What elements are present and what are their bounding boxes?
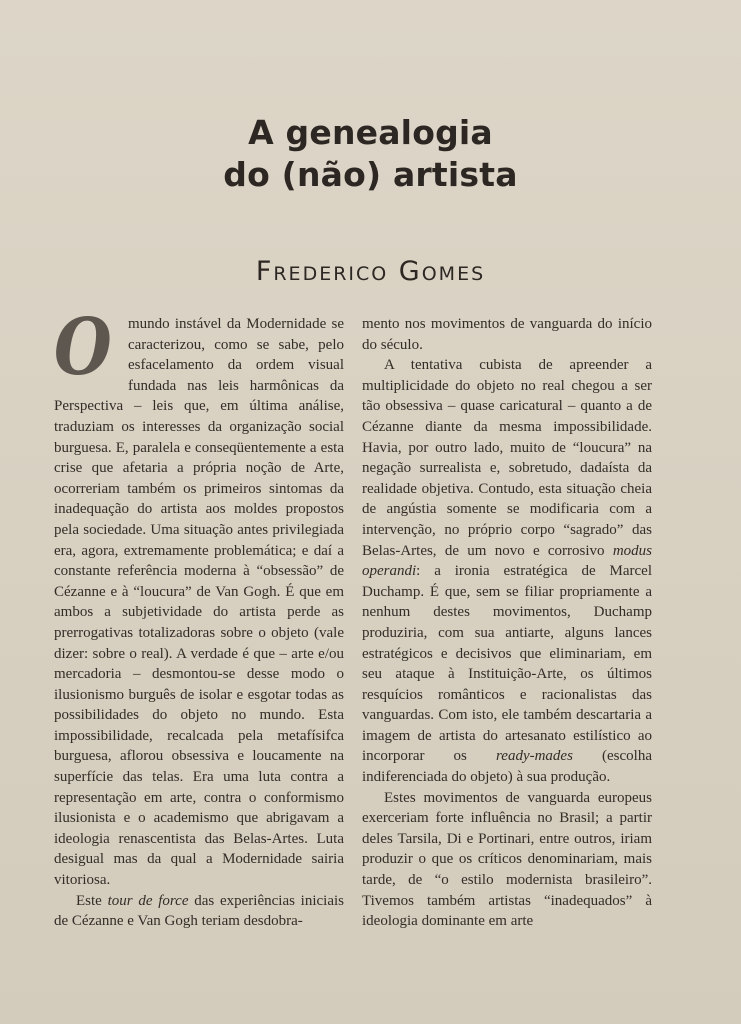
- paragraph-3-text-b: : a ironia estratégica de Marcel Duchamp. É que, sem se filiar propriamente a nenhum destes movimentos, Duchamp produziria, com sua antiarte, alguns lances estratégicos e decisivos que eliminariam, em seu ataque à Instituição-Arte, os últimos resquícios românticos e racionalistas das vanguardas. Com isto, ele também descartaria a imagem de artista do artesanato estilístico ao incorporar os: [362, 563, 652, 765]
- paragraph-3-text-c: (escolha indiferenciada do objeto) à sua produção.: [362, 748, 652, 786]
- paragraph-1: [54, 302, 344, 891]
- paragraph-1-text: mundo instável da Modernidade se caracterizou, como se sabe, pelo esfacelamento da ordem visual fundada nas leis harmônicas da Perspectiva – leis que, em última análise, traduziam os interesses da organização social burguesa. E, paralela e conseqüentemente a esta crise que afetaria a própria noção de Arte, ocorreriam também os primeiros sintomas da inadequação do artista aos moldes propostos pela sociedade. Uma situação antes privilegiada era, agora, extremamente problemática; e daí a constante referência moderna à “obsessão” de Cézanne e à “loucura” de Van Gogh. É que em ambos a subjetividade do artista perde as prerrogativas totalizadoras sobre o objeto (vale dizer: sobre o real). A verdade é que – arte e/ou mercadoria – desmontou-se desse modo o ilusionismo burguês de isolar e esgotar todas as possibilidades do objeto no mundo. Esta impossibilidade, recalcada pela metafísifca burguesa, aflorou obsessiva e loucamente na superfície das telas. Era uma luta contra a representação em arte, contra o conformismo ilusionista e o academismo que abrigavam a ideologia renascentista das Belas-Artes. Luta desigual mas da qual a Modernidade sairia vitoriosa.: [54, 316, 344, 889]
- paragraph-3-text-a: A tentativa cubista de apreender a multiplicidade do objeto no real chegou a ser tão obsessiva – quase caricatural – quanto a de Cézanne diante da mesma impossibilidade. Havia, por outro lado, muito de “loucura” na negação surrealista e, sobretudo, dadaísta da realidade objetiva. Contudo, esta situação cheia de angústia somente se modificaria com a intervenção, no próprio corpo “sagrado” das Belas-Artes, de um novo e corrosivo: [362, 357, 652, 559]
- title-line-1: A genealogia: [248, 113, 493, 152]
- paragraph-3: [362, 355, 652, 787]
- paragraph-continued: mento nos movimentos de vanguarda do início do século.: [362, 316, 652, 353]
- paragraph-4: Estes movimentos de vanguarda europeus exerceriam forte influência no Brasil; a partir deles Tarsila, Di e Portinari, entre outros, iriam produzir o que os críticos denominariam, mais tarde, de “o estilo modernista brasileiro”. Tivemos também artistas “inadequados” à ideologia dominante em arte: [362, 789, 652, 930]
- paragraph-2: [54, 891, 344, 932]
- paragraph-3-emphasis-1: modus operandi: [362, 542, 652, 580]
- author-name: Frederico Gomes: [255, 256, 486, 287]
- right-column: [362, 314, 652, 932]
- paragraph-2-text-a: Este: [76, 892, 108, 909]
- dropcap: O: [54, 302, 112, 393]
- paragraph-3-emphasis-2: ready-mades: [496, 748, 573, 765]
- left-column: [54, 302, 345, 932]
- paragraph-2-text-b: das experiências iniciais de Cézanne e Van Gogh teriam desdobra-: [54, 892, 345, 930]
- paragraph-2-emphasis: tour de force: [107, 892, 189, 909]
- title-line-2: do (não) artista: [223, 155, 518, 194]
- article-title: [0, 112, 741, 196]
